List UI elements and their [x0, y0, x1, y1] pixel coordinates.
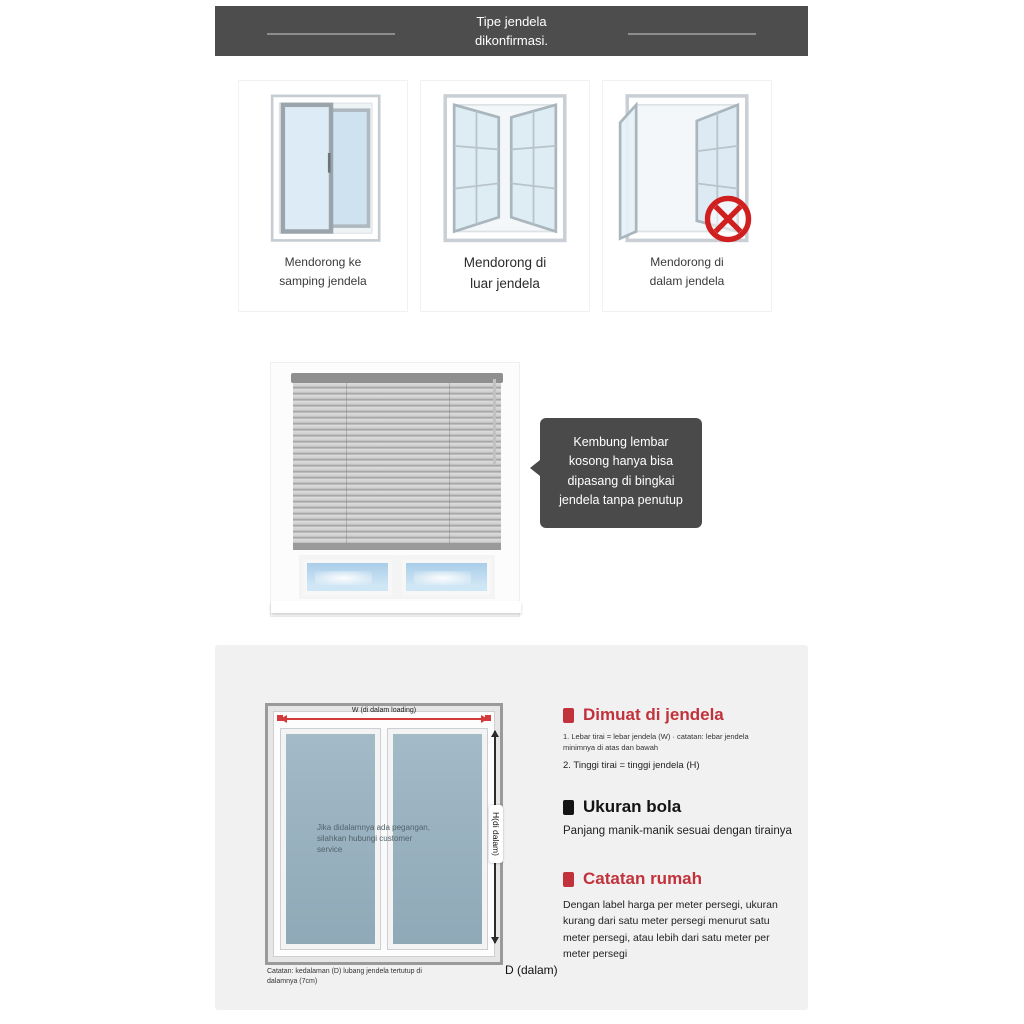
info-line: 1. Lebar tirai = lebar jendela (W) · catatan: lebar jendela minimnya di atas dan bawah — [563, 732, 749, 753]
window-type-card-caption — [421, 253, 589, 295]
card-caption-line1: Mendorong ke — [284, 255, 362, 269]
header-divider-left — [267, 33, 395, 35]
blind-ladder-string — [449, 383, 450, 543]
red-square-icon — [563, 872, 574, 887]
blind-note-text: Kembung lembar kosong hanya bisa dipasang di bingkai jendela tanpa penutup — [559, 435, 683, 508]
window-type-card-sliding — [238, 80, 408, 312]
window-pane — [303, 559, 392, 595]
info-section-bead — [563, 797, 797, 837]
window-type-card-caption — [603, 253, 771, 290]
window-type-card-caption — [239, 253, 407, 290]
card-caption-line2: luar jendela — [470, 275, 540, 291]
info-section-heading: Catatan rumah — [583, 869, 703, 888]
info-line: 2. Tinggi tirai = tinggi jendela (H) — [563, 759, 700, 771]
blind-headrail — [291, 373, 503, 383]
black-square-icon — [563, 800, 574, 815]
section-header — [215, 6, 808, 56]
info-section-heading: Ukuran bola — [583, 797, 682, 816]
sky-cloud — [414, 571, 471, 585]
depth-label: D (dalam) — [505, 963, 558, 977]
height-label: H(di dalam) — [489, 805, 503, 863]
prohibited-icon — [708, 198, 749, 239]
header-divider-right — [628, 33, 756, 35]
width-label: W (di dalam loading) — [351, 707, 417, 714]
info-line: Panjang manik-manik sesuai dengan tirainya — [563, 825, 792, 837]
card-caption-line2: dalam jendela — [649, 273, 725, 288]
blind-slats — [293, 383, 501, 543]
header-title-line1: Tipe jendela — [476, 13, 547, 29]
info-section-fit — [563, 705, 797, 771]
depth-note: Catatan: kedalaman (D) lubang jendela tertutup di dalamnya (7cm) — [267, 968, 422, 985]
sky-cloud — [315, 571, 372, 585]
card-caption-line1: Mendorong di — [650, 255, 724, 269]
info-section-heading: Dimuat di jendela — [583, 705, 724, 724]
blind-tilt-wand — [493, 379, 496, 465]
tooltip-arrow-icon — [530, 460, 540, 476]
venetian-blind-photo — [270, 362, 520, 617]
window-lower-panes — [299, 555, 495, 599]
measurement-window-diagram — [265, 703, 503, 965]
window-type-card-outward — [420, 80, 590, 312]
width-measure-arrow — [281, 718, 487, 720]
card-caption-line1: Mendorong di — [463, 255, 547, 270]
handle-note: Jika didalamnya ada pegangan, silahkan hubungi customer service — [317, 823, 430, 854]
red-square-icon — [563, 708, 574, 723]
header-title-line2: dikonfirmasi. — [475, 33, 548, 48]
window-pane — [402, 559, 491, 595]
blind-bottom-rail — [293, 543, 501, 550]
card-caption-line2: samping jendela — [279, 273, 367, 288]
measurement-panel — [215, 645, 808, 1010]
info-paragraph: Dengan label harga per meter persegi, ukuran kurang dari satu meter persegi menurut satu meter persegi, atau lebih dari satu meter per meter persegi — [563, 899, 778, 960]
info-section-pricing — [563, 869, 797, 962]
outward-window-illustration — [421, 81, 589, 251]
window-sill — [271, 601, 521, 613]
sliding-window-illustration — [239, 81, 407, 251]
inward-window-illustration — [603, 81, 771, 251]
window-type-card-inward — [602, 80, 772, 312]
blind-ladder-string — [346, 383, 347, 543]
blind-note-tooltip — [540, 418, 702, 528]
